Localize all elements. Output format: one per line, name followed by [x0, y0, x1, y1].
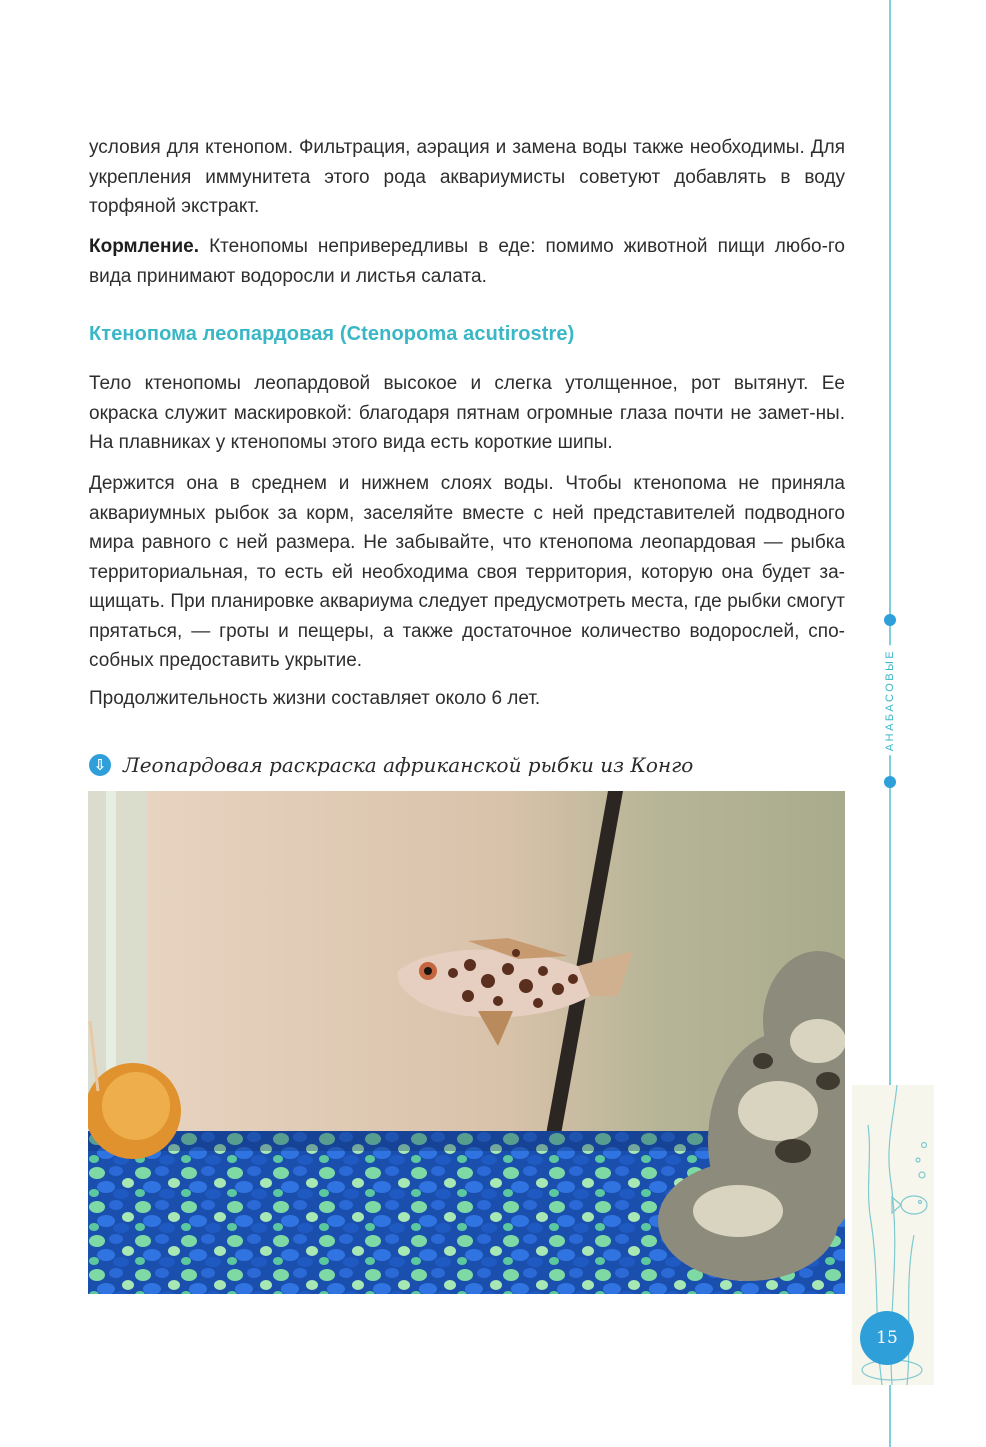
margin-dot-top: [884, 614, 896, 626]
paragraph-lifespan: Продолжительность жизни составляет около 6 лет.: [89, 688, 541, 709]
paragraph-filtration: условия для ктенопом. Фильтрация, аэрация и замена воды также необходимы. Для укрепления иммунитета этого рода аквариумисты советуют добавлять в воду торфяной экстракт.: [89, 137, 845, 217]
section-heading: Ктенопома леопардовая (Ctenopoma acutirostre): [89, 323, 575, 345]
feeding-lead: Кормление.: [89, 236, 200, 257]
section-label: АНАБАСОВЫЕ: [884, 645, 896, 755]
figure-caption: [89, 753, 693, 777]
arrow-down-circle-icon: ⇩: [89, 754, 111, 776]
caption-text: Леопардовая раскраска африканской рыбки из Конго: [123, 753, 694, 777]
margin-dot-bottom: [884, 776, 896, 788]
aquarium-photo: [88, 791, 845, 1294]
paragraph-habitat: Держится она в среднем и нижнем слоях воды. Чтобы ктенопома не приняла аквариумных рыбок за корм, заселяйте вместе с ней представителей подводного мира равного с ней размера. Не забывайте, что ктенопома леопардовая — рыбка территориальная, то есть ей необходима своя территория, которую она будет за-щищать. При планировке аквариума следует предусмотреть места, где рыбки смогут прятаться, — гроты и пещеры, а также достаточное количество водорослей, спо-собных предоставить укрытие.: [89, 473, 845, 671]
page-number-badge: 15: [860, 1311, 914, 1365]
paragraph-feeding: [89, 232, 845, 291]
feeding-body: Ктенопомы непривередливы в еде: помимо животной пищи любо-го вида принимают водоросли и листья салата.: [89, 236, 845, 287]
paragraph-body-description: Тело ктенопомы леопардовой высокое и слегка утолщенное, рот вытянут. Ее окраска служит маскировкой: благодаря пятнам огромные глаза почти не замет-ны. На плавниках у ктенопомы этого вида есть короткие шипы.: [89, 373, 845, 453]
